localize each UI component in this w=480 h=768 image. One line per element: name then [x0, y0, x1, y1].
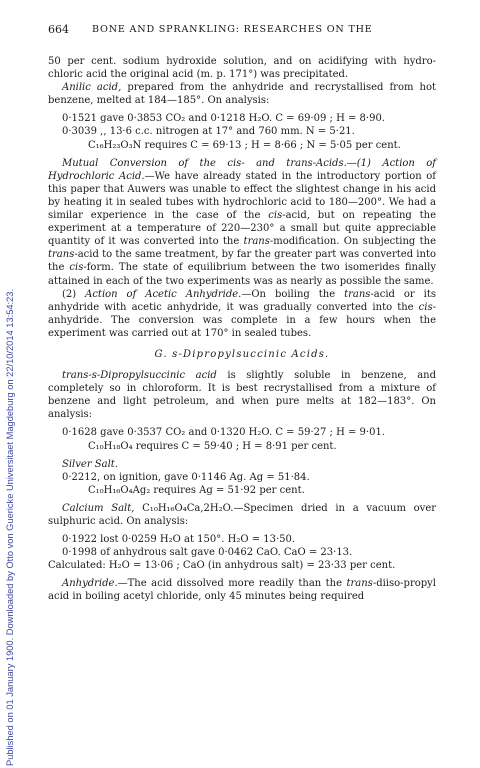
compound-title: Calcium Salt,	[62, 502, 135, 514]
running-head: BONE AND SPRANKLING: RESEARCHES ON THE	[92, 24, 373, 35]
paragraph-continuation: 50 per cent. sodium hydroxide solution, and on acidifying with hydro-chloric acid the original acid (m. p. 171°) was precipitated.	[48, 56, 436, 81]
publication-stamp: Published on 01 January 1900. Downloaded by Otto von Guericke Universitaet Magdeburg on 22/10/2014 13:54:23.	[5, 288, 15, 766]
analysis-line: 0·1628 gave 0·3537 CO₂ and 0·1320 H₂O. C = 59·27 ; H = 9·01.	[62, 427, 385, 439]
paragraph-trans-dipropyl: trans-s-Dipropylsuccinic acid is slightly soluble in benzene, and completely so in chloroform. It is best recrystallised from a mixture of benzene and light petroleum, and when pure melts at 182—183°. On analysis:	[48, 370, 436, 421]
section-heading: G. s-Dipropylsuccinic Acids.	[154, 348, 330, 360]
analysis-line: 0·1521 gave 0·3853 CO₂ and 0·1218 H₂O. C = 69·09 ; H = 8·90.	[62, 113, 385, 125]
compound-title: trans-s-Dipropylsuccinic acid	[62, 370, 217, 382]
paragraph-calcium-salt: Calcium Salt, C₁₀H₁₆O₄Ca,2H₂O.—Specimen dried in a vacuum over sulphuric acid. On analysis:	[48, 502, 437, 527]
anilic-acid-text: prepared from the anhydride and recrystallised from hot benzene, melted at 184—185°. On analysis:	[48, 82, 436, 107]
analysis-line: 0·2212, on ignition, gave 0·1146 Ag. Ag = 51·84.	[62, 471, 310, 483]
paragraph-anhydride: Anhydride.—The acid dissolved more readily than the trans-diiso-propyl acid in boiling acetyl chloride, only 45 minutes being required	[48, 578, 436, 603]
calculated-line: Calculated: H₂O = 13·06 ; CaO (in anhydrous salt) = 23·33 per cent.	[48, 560, 396, 572]
subsection-title: Action of Acetic Anhydride.	[85, 288, 242, 300]
page-number: 664	[48, 23, 69, 36]
paragraph-acetic-anhydride: (2) Action of Acetic Anhydride.—On boiling the trans-acid or its anhydride with acetic anhydride, it was gradually converted into the cis-anhydride. The conversion was complete in a few hours when the experiment was carried out at 170° in sealed tubes.	[48, 288, 436, 339]
formula-requirement: C₁₀H₁₈O₄ requires C = 59·40 ; H = 8·91 per cent.	[88, 440, 337, 452]
paragraph-mutual-conversion: Mutual Conversion of the cis- and trans-Acids.—(1) Action of Hydrochloric Acid.—We have already stated in the introductory portion of this paper that Auwers was unable to effect the slightest change in his acid by heating it in sealed tubes with hydrochloric acid to 180—200°. We had a similar experience in the case of the cis-acid, but on repeating the experiment at a temperature of 220—230° a small but quite appreciable quantity of it was converted into the trans-modification. On subjecting the trans-acid to the same treatment, by far the greater part was converted into the cis-form. The state of equilibrium between the two isomerides finally attained in each of the two experiments was as nearly as possible the same.	[48, 157, 437, 287]
silver-salt-heading: Silver Salt.	[62, 458, 118, 470]
article-body	[48, 55, 436, 604]
anilic-acid-title: Anilic acid,	[62, 82, 122, 94]
section-title: Mutual Conversion of the cis- and trans-Acids.	[62, 157, 347, 169]
compound-title: Anhydride.	[62, 578, 118, 590]
analysis-line: 0·1998 of anhydrous salt gave 0·0462 CaO. CaO = 23·13.	[62, 547, 353, 559]
formula-requirement: C₁₆H₂₃O₃N requires C = 69·13 ; H = 8·66 ; N = 5·05 per cent.	[88, 139, 401, 151]
page-header	[48, 23, 436, 37]
formula-requirement: C₁₀H₁₆O₄Ag₂ requires Ag = 51·92 per cent.	[88, 484, 305, 496]
analysis-line: 0·1922 lost 0·0259 H₂O at 150°. H₂O = 13·50.	[62, 534, 296, 546]
subsection-title: (1) Action of Hydrochloric Acid.	[48, 157, 437, 182]
analysis-line: 0·3039 ,, 13·6 c.c. nitrogen at 17° and 760 mm. N = 5·21.	[62, 126, 355, 138]
paragraph-anilic-acid	[48, 81, 436, 107]
